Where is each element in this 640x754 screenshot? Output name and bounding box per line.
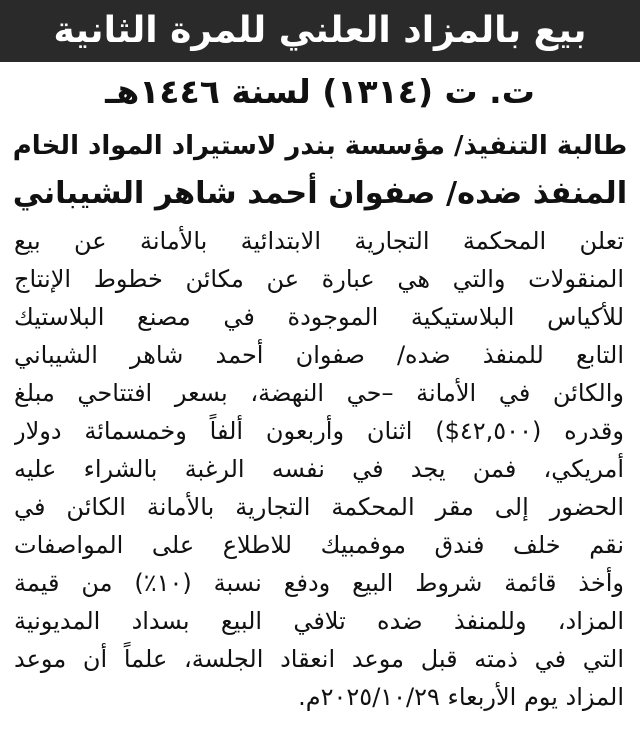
- notice-header-title: بيع بالمزاد العلني للمرة الثانية: [53, 10, 587, 51]
- body-line: أمريكي، فمن يجد في نفسه الرغبة بالشراء عليه: [14, 455, 624, 483]
- notice-body: [14, 222, 624, 750]
- body-line: التي في ذمته قبل موعد انعقاد الجلسة، علماً أن موعد: [14, 645, 624, 673]
- body-line: التابع للمنفذ ضده/ صفوان أحمد شاهر الشيباني: [14, 341, 624, 369]
- body-line: المنقولات والتي هي عبارة عن مكائن خطوط الإنتاج: [14, 265, 624, 293]
- body-line: نقم خلف فندق موفمبيك للاطلاع على المواصفات: [14, 531, 624, 559]
- body-line: وأخذ قائمة شروط البيع ودفع نسبة (١٠٪) من قيمة: [14, 569, 624, 597]
- body-line: الحضور إلى مقر المحكمة التجارية بالأمانة الكائن في: [14, 493, 624, 521]
- body-line: للأكياس البلاستيكية الموجودة في مصنع البلاستيك: [14, 303, 624, 331]
- body-line: والكائن في الأمانة –حي النهضة، بسعر افتتاحي مبلغ: [14, 379, 624, 407]
- applicant-line: طالبة التنفيذ/ مؤسسة بندر لاستيراد المواد الخام: [12, 131, 628, 161]
- respondent-line: المنفذ ضده/ صفوان أحمد شاهر الشيباني: [12, 176, 628, 211]
- body-line: المزاد، وللمنفذ ضده تلافي البيع بسداد المديونية: [14, 607, 624, 635]
- case-number: ت. ت (١٣١٤) لسنة ١٤٤٦هـ: [105, 72, 535, 111]
- body-line: تعلن المحكمة التجارية الابتدائية بالأمانة عن بيع: [14, 227, 624, 255]
- body-line: وقدره (٤٢,٥٠٠$) اثنان وأربعون ألفاً وخمسمائة دولار: [14, 417, 624, 445]
- body-line: المزاد يوم الأربعاء ٢٠٢٥/١٠/٢٩م.: [298, 683, 624, 711]
- notice-header: [0, 0, 640, 62]
